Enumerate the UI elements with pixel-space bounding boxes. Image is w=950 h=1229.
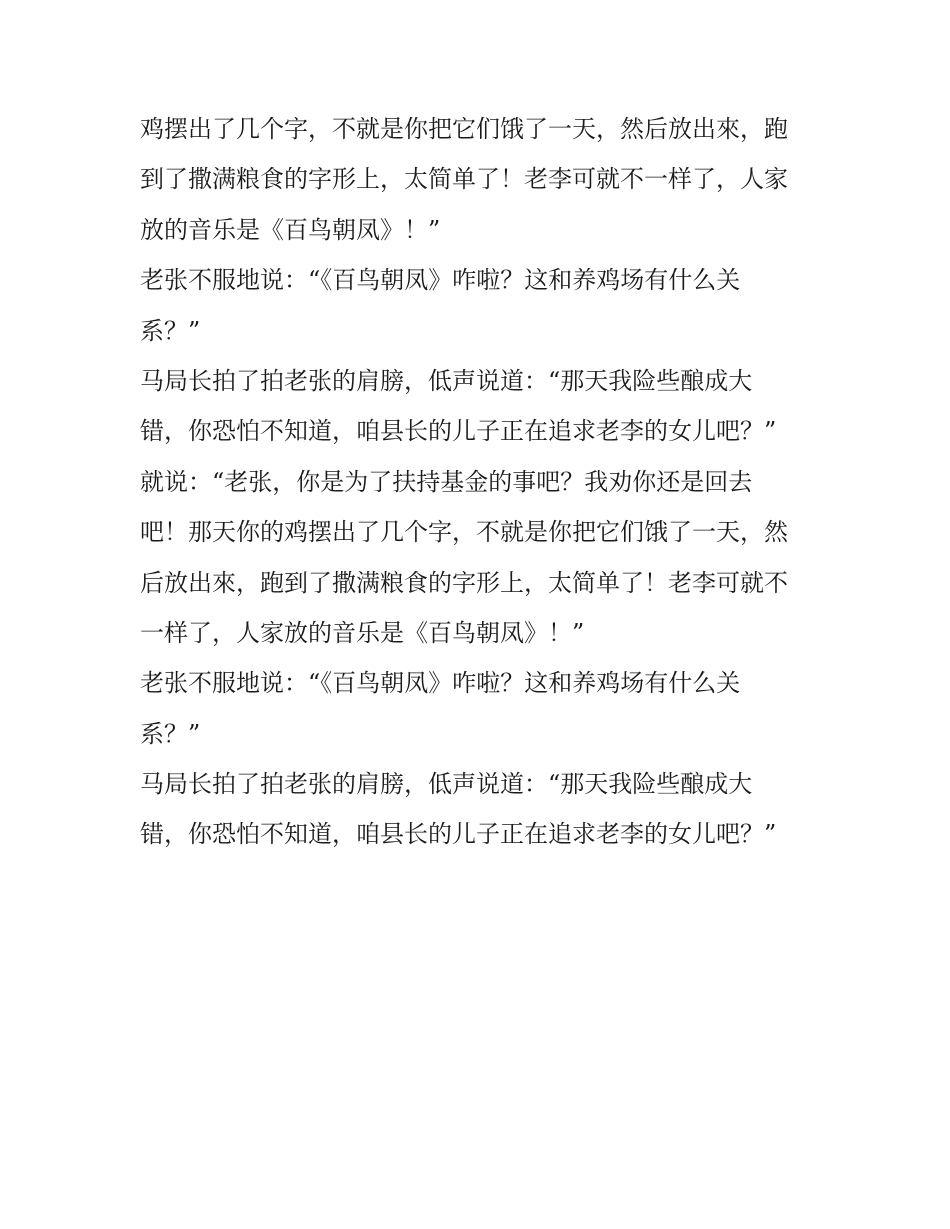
body-text (140, 104, 820, 860)
text-line: 马局长拍了拍老张的肩膀，低声说道：“那天我险些酿成大 (140, 366, 753, 395)
text-line: 放的音乐是《百鸟朝凤》！” (140, 215, 441, 244)
text-line: 错，你恐怕不知道，咱县长的儿子正在追求老李的女儿吧？” (140, 417, 777, 446)
text-line: 错，你恐怕不知道，咱县长的儿子正在追求老李的女儿吧？” (140, 820, 777, 849)
text-line: 一样了，人家放的音乐是《百鸟朝凤》！” (140, 618, 585, 647)
text-line: 就说：“老张，你是为了扶持基金的事吧？我劝你还是回去 (140, 467, 753, 496)
text-line: 老张不服地说：“《百鸟朝凤》咋啦？这和养鸡场有什么关 (140, 669, 741, 698)
text-line: 马局长拍了拍老张的肩膀，低声说道：“那天我险些酿成大 (140, 770, 753, 799)
text-line: 系？” (140, 316, 201, 345)
text-line: 后放出來，跑到了撒满粮食的字形上，太简单了！老李可就不 (140, 568, 788, 597)
text-line: 老张不服地说：“《百鸟朝凤》咋啦？这和养鸡场有什么关 (140, 266, 741, 295)
text-line: 鸡摆出了几个字，不就是你把它们饿了一天，然后放出來，跑 (140, 115, 788, 143)
text-line: 到了撒满粮食的字形上，太简单了！老李可就不一样了，人家 (140, 165, 788, 194)
text-line: 系？” (140, 719, 201, 748)
text-line: 吧！那天你的鸡摆出了几个字，不就是你把它们饿了一天，然 (140, 518, 788, 547)
